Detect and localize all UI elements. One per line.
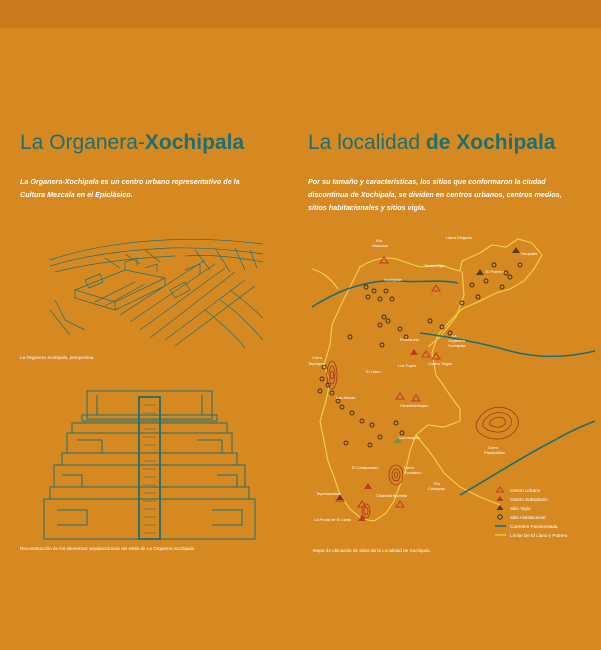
legend-lookout-label: Sitio Vigía [510, 506, 531, 511]
label-cerro-xocaltecu-2: Xocaltecu [404, 470, 422, 475]
reconstruction-drawing [42, 385, 257, 543]
hill-tepetlyan [327, 361, 337, 389]
right-intro: Por su tamaño y características, los sitios que conformaron la ciudad discontinua de Xochipala, se dividen en centros urbanos, centros medios, sitios habitacionales y sitios vigía. [308, 177, 562, 212]
label-cerro-papalotitlan-1: Cerro [488, 445, 499, 450]
label-comonapan: Comonapan [398, 435, 420, 440]
legend-urban-label: Centro Urbano [510, 488, 541, 493]
label-portezuelo: Portezuelo [400, 337, 420, 342]
road-east [420, 333, 595, 356]
label-cerro-papalotitlan-2: Papalotitlan [484, 450, 505, 455]
label-el-llano: El Llano [366, 369, 381, 374]
road-south [460, 421, 595, 495]
perspective-drawing [45, 230, 265, 350]
label-rio-huacapa-2: Huacapa [372, 243, 389, 248]
left-intro: La Organera-Xochipala es un centro urbano representativo de la Cultura Mezcala en el Epiclásico. [20, 177, 240, 199]
hill-xocaltecu [389, 465, 403, 485]
label-organera-3: Xochipala [448, 343, 466, 348]
label-tepemacatlan: Tepemacatlan [316, 491, 341, 496]
top-band [0, 0, 601, 28]
label-la-punta: La Punta de El Llano [314, 517, 352, 522]
label-xochipala: Xochipala [384, 277, 402, 282]
legend-habitational-label: Sitio Habitacional [510, 515, 546, 520]
label-el-campanario: El Campanario [352, 465, 379, 470]
legend-boundary-label: Límite De El Llano y Potrero [510, 533, 568, 538]
label-cuatro-vagas: Cuatro Vagas [428, 361, 453, 366]
label-rio-huacapa-1: Río [376, 238, 383, 243]
reconstruction-caption: Reconstrucción de los elementos arquitectónicos del estilo de La Organera Xochipala [20, 546, 195, 551]
place-labels [308, 235, 538, 522]
legend-urban-icon [497, 487, 504, 492]
lookout-sites [337, 247, 520, 500]
label-cerro-tepetlyan-1: Cerro [312, 355, 323, 360]
map-legend [495, 487, 568, 538]
label-chalchichiluchitla: Chalchichiluchitla [376, 493, 407, 498]
perspective-caption: La Organera Xochipala, perspectiva. [20, 355, 95, 360]
label-cerro-xocaltecu-1: Cerro [404, 465, 415, 470]
label-organera-2: Organera [448, 338, 465, 343]
label-tlanipatla: Tlanipatla [520, 251, 538, 256]
map-caption: Mapa de ubicación de sitios de la Localidad de Xochipala. [313, 548, 431, 553]
label-cerro-tepetlyan-2: Tepetlyan [308, 361, 326, 366]
label-ohuitzilzintepec: Ohuitzilzintepec [400, 403, 429, 408]
legend-subsidiary-icon [497, 496, 504, 501]
hill-papalotitlan [476, 407, 518, 439]
label-organera-1: La [452, 333, 457, 338]
legend-subsidiary-label: Centro Subsidiario [510, 497, 548, 502]
label-rio-coloapan-2: Coloapan [428, 486, 446, 491]
xochipala-map [310, 225, 595, 545]
right-title: La localidad de Xochipala [308, 131, 556, 154]
label-el-potrero: El Potrero [486, 269, 504, 274]
label-las-mesas: Las Mesas [336, 395, 356, 400]
label-los-topes: Los Topes [398, 363, 417, 368]
label-rio-coloapan-1: Río [434, 481, 441, 486]
legend-road-label: Carretera Pavimentada [510, 524, 558, 529]
legend-lookout-icon [497, 505, 504, 510]
left-title: La Organera-Xochipala [20, 131, 245, 154]
label-tenanzingo: Tenanzingo [424, 263, 445, 268]
legend-habitational-icon [498, 515, 502, 519]
label-llano-delgado: Llano Delgado [446, 235, 472, 240]
